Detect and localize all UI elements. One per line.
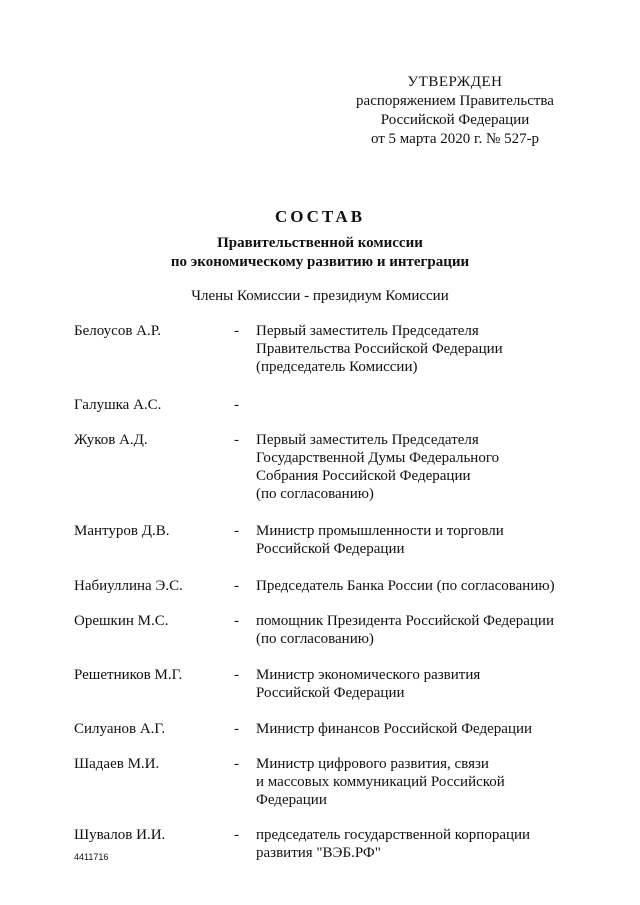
member-row (74, 755, 574, 809)
section-heading: Члены Комиссии - президиум Комиссии (191, 288, 449, 304)
member-name: Шувалов И.И. (74, 827, 166, 843)
member-dash: - (234, 827, 239, 843)
member-role (256, 396, 574, 414)
members-list (74, 322, 574, 862)
member-dash: - (234, 432, 239, 448)
member-dash: - (234, 721, 239, 737)
member-row (74, 666, 574, 702)
member-dash: - (234, 667, 239, 683)
approval-date-number: от 5 марта 2020 г. № 527-р (370, 131, 540, 147)
approval-country: Российской Федерации (380, 112, 530, 128)
member-row (74, 522, 574, 558)
member-row (74, 431, 574, 503)
member-row (74, 396, 574, 414)
member-row (74, 720, 574, 738)
member-name: Решетников М.Г. (74, 667, 183, 683)
subtitle-line-1: Правительственной комиссии (217, 235, 423, 251)
member-name: Набиуллина Э.С. (74, 578, 183, 594)
approval-authority: распоряжением Правительства (356, 93, 554, 109)
member-name: Силуанов А.Г. (74, 721, 166, 737)
member-dash: - (234, 523, 239, 539)
member-row (74, 577, 574, 595)
member-dash: - (234, 323, 239, 339)
member-row (74, 322, 574, 376)
member-role: Председатель Банка России (по согласованию) (256, 578, 555, 594)
subtitle-line-2: по экономическому развитию и интеграции (170, 254, 470, 270)
member-row (74, 612, 574, 648)
member-role: Министр промышленности и торговли Российской Федерации (256, 523, 504, 557)
member-dash: - (234, 578, 239, 594)
member-dash: - (234, 397, 239, 413)
member-name: Орешкин М.С. (74, 613, 169, 629)
member-dash: - (234, 756, 239, 772)
document-title: СОСТАВ (274, 207, 366, 226)
member-name: Жуков А.Д. (74, 432, 148, 448)
document-number: 4411716 (74, 852, 109, 862)
member-role: председатель государственной корпорации развития "ВЭБ.РФ" (256, 827, 531, 861)
member-role: Министр экономического развития Российской Федерации (256, 667, 481, 701)
member-role: Первый заместитель Председателя Правительства Российской Федерации (председатель Комиссии) (256, 323, 503, 375)
member-name: Галушка А.С. (74, 397, 162, 413)
approval-heading: УТВЕРЖДЕН (407, 74, 503, 90)
member-row (74, 826, 574, 862)
approval-stamp (330, 73, 580, 149)
member-role: помощник Президента Российской Федерации (по согласованию) (256, 613, 554, 647)
member-role: Министр финансов Российской Федерации (256, 721, 533, 737)
member-name: Белоусов А.Р. (74, 323, 161, 339)
member-role: Министр цифрового развития, связи и массовых коммуникаций Российской Федерации (256, 756, 505, 808)
member-name: Шадаев М.И. (74, 756, 160, 772)
member-dash: - (234, 613, 239, 629)
document-subtitle (0, 234, 640, 272)
member-name: Мантуров Д.В. (74, 523, 170, 539)
member-role: Первый заместитель Председателя Государственной Думы Федерального Собрания Российской Федерации (по согласованию) (256, 432, 500, 502)
